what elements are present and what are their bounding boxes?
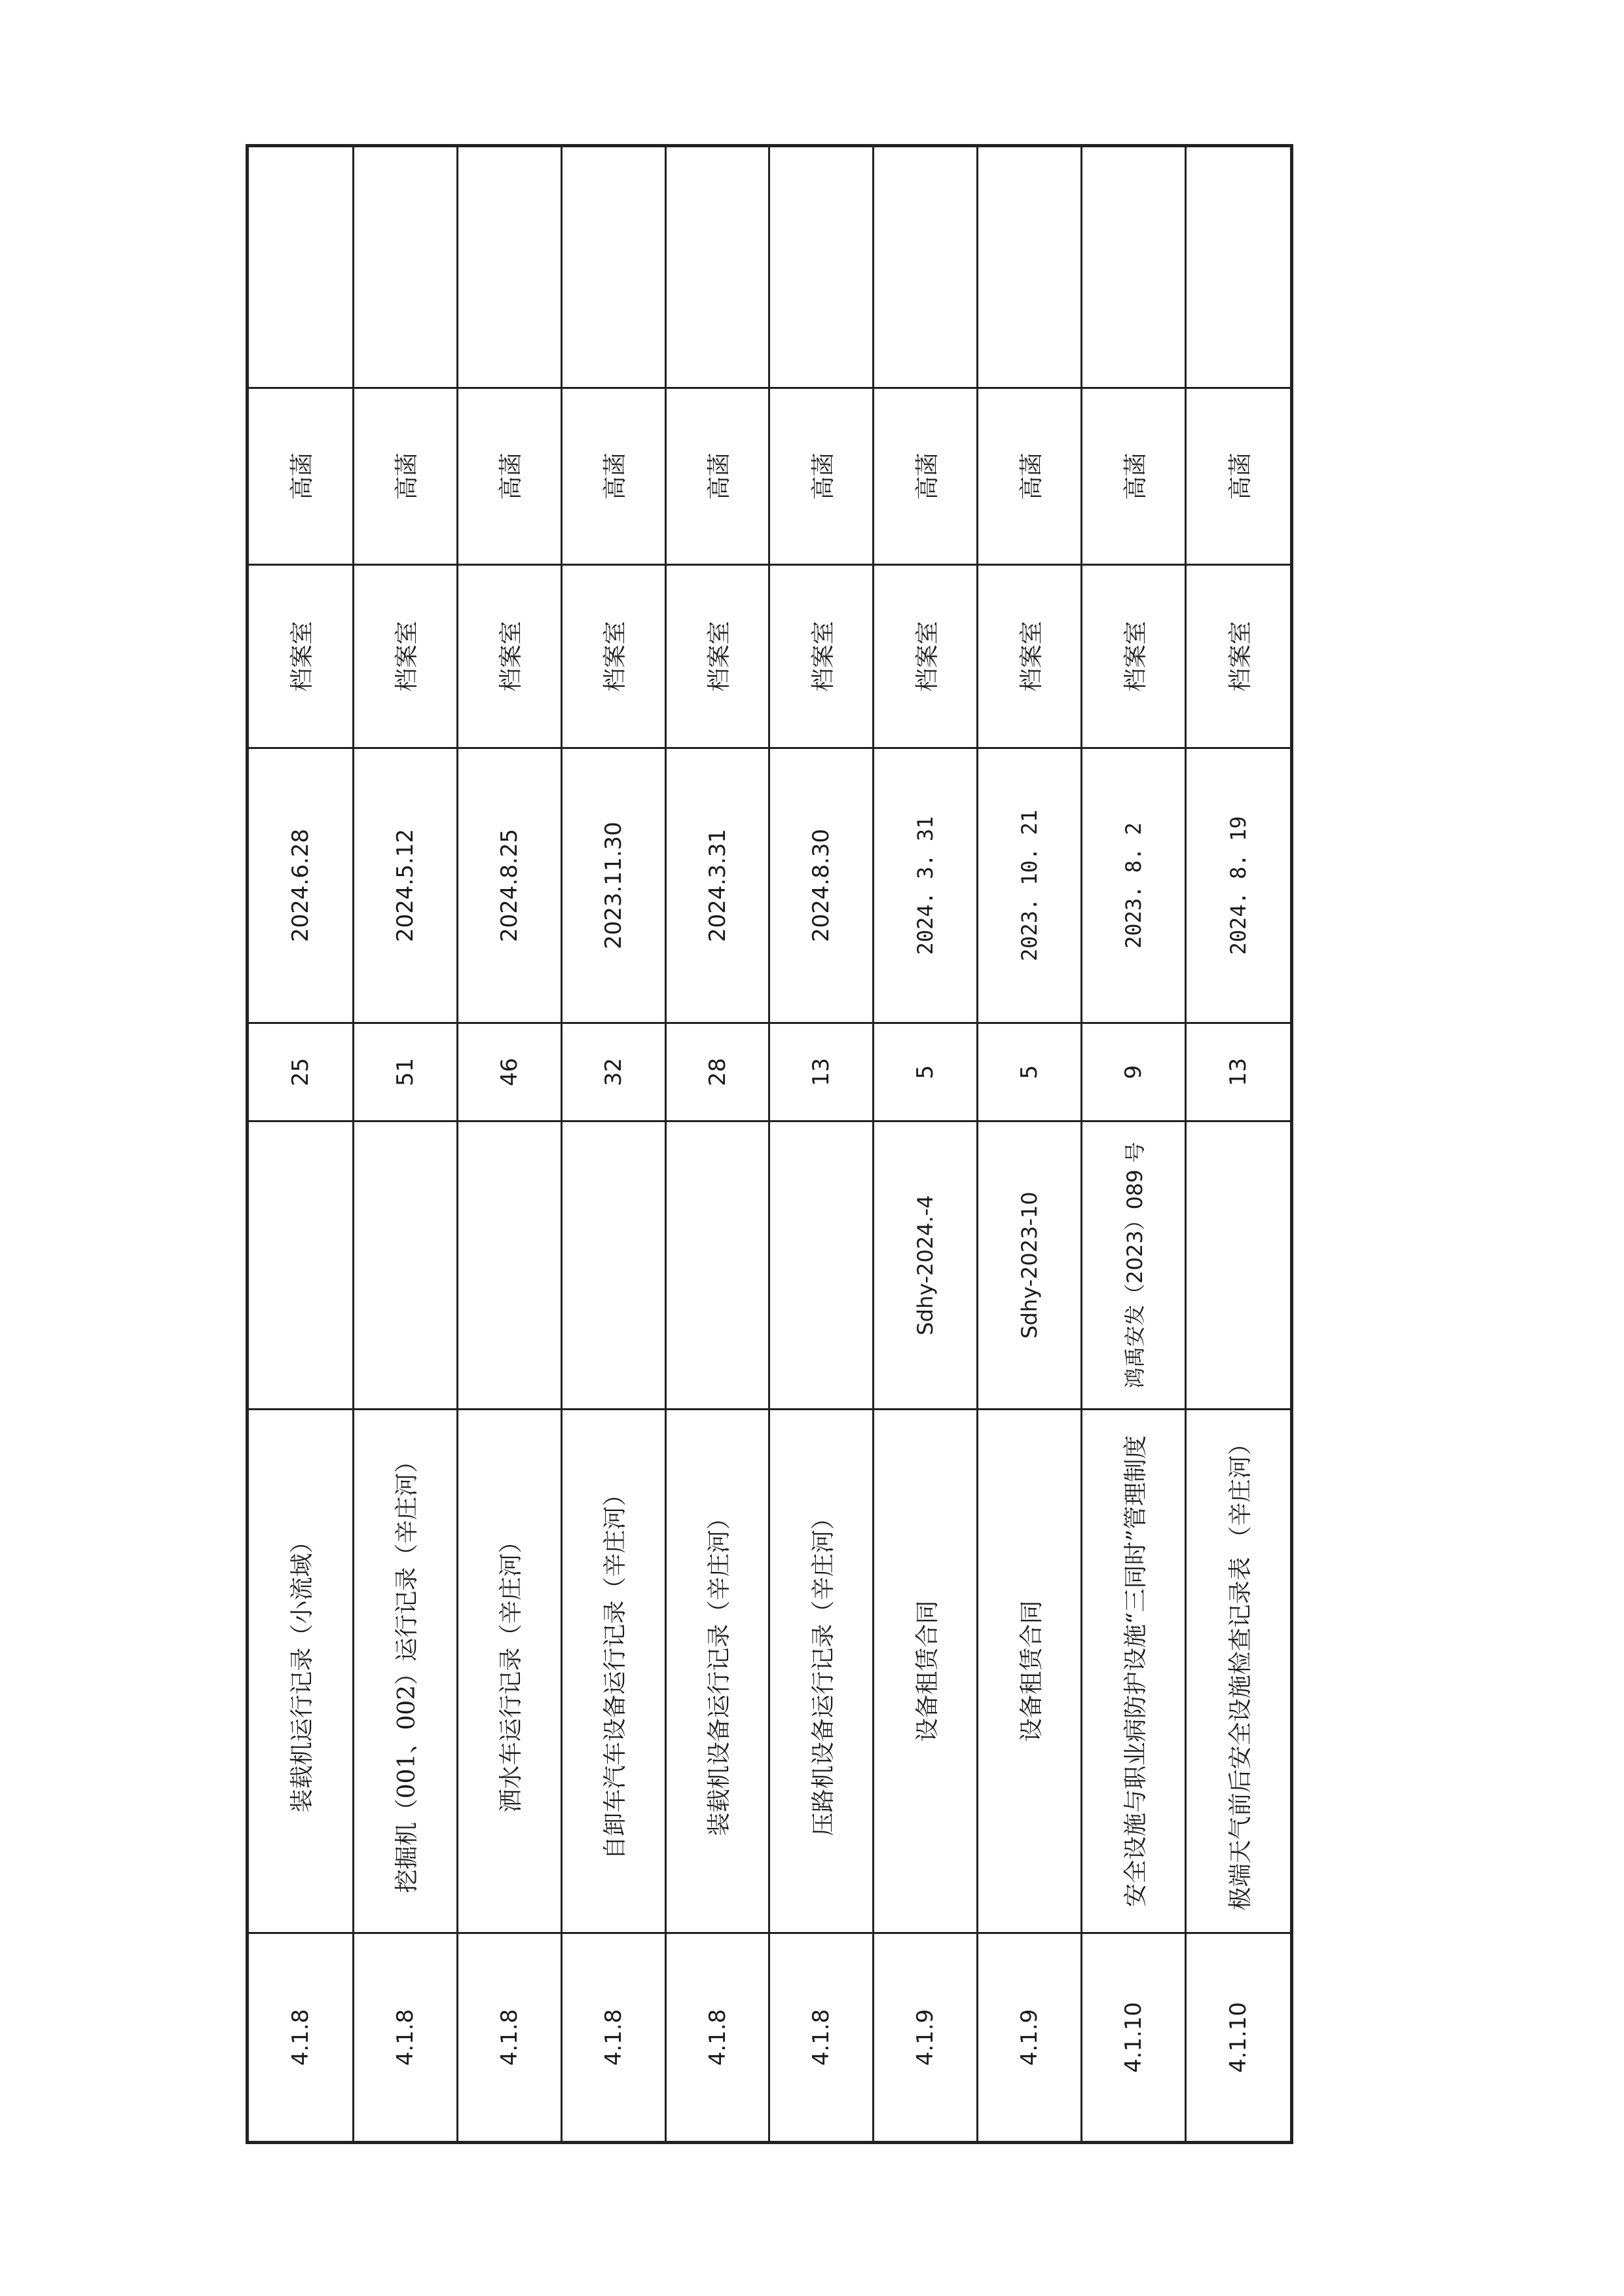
table-row xyxy=(457,146,561,2143)
document-number-cell xyxy=(353,1121,457,1410)
table-row xyxy=(561,146,665,2143)
page-count-cell: 25 xyxy=(248,1023,354,1121)
record-name-cell: 自卸车汽车设备运行记录（辛庄河） xyxy=(561,1410,665,1933)
date-cell: 2024.5.12 xyxy=(353,748,457,1023)
keeper-cell: 高菡 xyxy=(561,388,665,565)
clause-cell: 4.1.10 xyxy=(1082,1933,1186,2143)
document-number-cell: 鸿禹安发（2023）089 号 xyxy=(1082,1121,1186,1410)
page-count-cell: 9 xyxy=(1082,1023,1186,1121)
date-cell: 2024.8.25 xyxy=(457,748,561,1023)
page-count-cell: 5 xyxy=(874,1023,978,1121)
table-row xyxy=(1186,146,1292,2143)
clause-cell: 4.1.8 xyxy=(457,1933,561,2143)
clause-cell: 4.1.8 xyxy=(665,1933,769,2143)
keeper-cell: 高菡 xyxy=(248,388,354,565)
page-count-cell: 51 xyxy=(353,1023,457,1121)
clause-cell: 4.1.8 xyxy=(769,1933,874,2143)
date-cell: 2024.6.28 xyxy=(248,748,354,1023)
table-body xyxy=(248,146,1292,2143)
keeper-cell: 高菡 xyxy=(978,388,1082,565)
page-count-cell: 13 xyxy=(1186,1023,1292,1121)
keeper-cell: 高菡 xyxy=(665,388,769,565)
keeper-cell: 高菡 xyxy=(874,388,978,565)
table-row xyxy=(353,146,457,2143)
date-cell: 2024.3.31 xyxy=(665,748,769,1023)
document-number-cell xyxy=(1186,1121,1292,1410)
date-cell: 2024. 3. 31 xyxy=(874,748,978,1023)
keeper-cell: 高菡 xyxy=(769,388,874,565)
rotated-table-container xyxy=(246,147,1293,2144)
remark-cell xyxy=(353,146,457,388)
document-number-cell xyxy=(769,1121,874,1410)
remark-cell xyxy=(1082,146,1186,388)
clause-cell: 4.1.8 xyxy=(561,1933,665,2143)
storage-location-cell: 档案室 xyxy=(978,565,1082,748)
remark-cell xyxy=(665,146,769,388)
table-row xyxy=(248,146,354,2143)
remark-cell xyxy=(561,146,665,388)
date-cell: 2024. 8. 19 xyxy=(1186,748,1292,1023)
storage-location-cell: 档案室 xyxy=(353,565,457,748)
table-row xyxy=(978,146,1082,2143)
record-name-cell: 挖掘机（001、002）运行记录（辛庄河） xyxy=(353,1410,457,1933)
page-count-cell: 46 xyxy=(457,1023,561,1121)
storage-location-cell: 档案室 xyxy=(248,565,354,748)
remark-cell xyxy=(248,146,354,388)
keeper-cell: 高菡 xyxy=(1186,388,1292,565)
archive-record-table xyxy=(246,144,1293,2144)
page-count-cell: 32 xyxy=(561,1023,665,1121)
page-count-cell: 28 xyxy=(665,1023,769,1121)
record-name-cell: 装载机运行记录（小流域） xyxy=(248,1410,354,1933)
remark-cell xyxy=(457,146,561,388)
table-row xyxy=(769,146,874,2143)
storage-location-cell: 档案室 xyxy=(665,565,769,748)
document-number-cell: Sdhy-2024.-4 xyxy=(874,1121,978,1410)
record-name-cell: 洒水车运行记录（辛庄河） xyxy=(457,1410,561,1933)
clause-cell: 4.1.9 xyxy=(874,1933,978,2143)
remark-cell xyxy=(874,146,978,388)
record-name-cell: 压路机设备运行记录（辛庄河） xyxy=(769,1410,874,1933)
clause-cell: 4.1.10 xyxy=(1186,1933,1292,2143)
date-cell: 2023. 10. 21 xyxy=(978,748,1082,1023)
remark-cell xyxy=(1186,146,1292,388)
date-cell: 2023.11.30 xyxy=(561,748,665,1023)
keeper-cell: 高菡 xyxy=(457,388,561,565)
clause-cell: 4.1.8 xyxy=(353,1933,457,2143)
keeper-cell: 高菡 xyxy=(353,388,457,565)
page-count-cell: 13 xyxy=(769,1023,874,1121)
date-cell: 2024.8.30 xyxy=(769,748,874,1023)
table-row xyxy=(665,146,769,2143)
clause-cell: 4.1.8 xyxy=(248,1933,354,2143)
record-name-cell: 装载机设备运行记录（辛庄河） xyxy=(665,1410,769,1933)
document-number-cell xyxy=(248,1121,354,1410)
page-count-cell: 5 xyxy=(978,1023,1082,1121)
keeper-cell: 高菡 xyxy=(1082,388,1186,565)
document-number-cell xyxy=(561,1121,665,1410)
storage-location-cell: 档案室 xyxy=(874,565,978,748)
clause-cell: 4.1.9 xyxy=(978,1933,1082,2143)
record-name-cell: 安全设施与职业病防护设施“三同时”管理制度 xyxy=(1082,1410,1186,1933)
storage-location-cell: 档案室 xyxy=(1186,565,1292,748)
record-name-cell: 极端天气前后安全设施检查记录表 （辛庄河） xyxy=(1186,1410,1292,1933)
storage-location-cell: 档案室 xyxy=(1082,565,1186,748)
document-number-cell: Sdhy-2023-10 xyxy=(978,1121,1082,1410)
remark-cell xyxy=(769,146,874,388)
storage-location-cell: 档案室 xyxy=(769,565,874,748)
date-cell: 2023. 8. 2 xyxy=(1082,748,1186,1023)
storage-location-cell: 档案室 xyxy=(457,565,561,748)
document-number-cell xyxy=(665,1121,769,1410)
record-name-cell: 设备租赁合同 xyxy=(978,1410,1082,1933)
storage-location-cell: 档案室 xyxy=(561,565,665,748)
table-row xyxy=(1082,146,1186,2143)
remark-cell xyxy=(978,146,1082,388)
record-name-cell: 设备租赁合同 xyxy=(874,1410,978,1933)
table-row xyxy=(874,146,978,2143)
document-number-cell xyxy=(457,1121,561,1410)
